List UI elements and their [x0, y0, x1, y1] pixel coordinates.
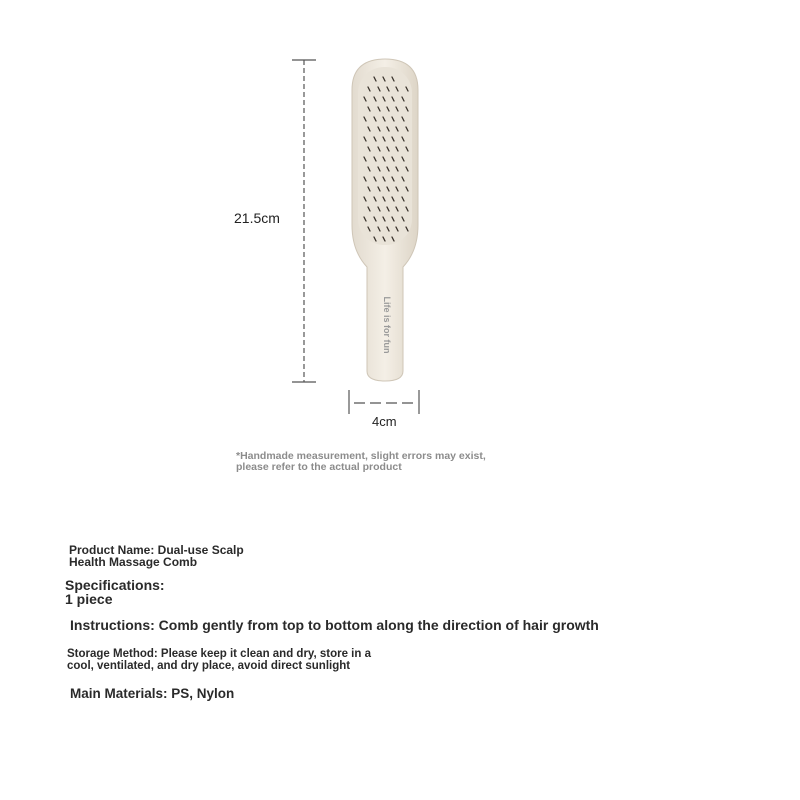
storage-method: Storage Method: Please keep it clean and dry, store in a cool, ventilated, and dry place, avoid direct sunlight: [67, 648, 371, 672]
product-name: Product Name: Dual-use Scalp Health Massage Comb: [69, 543, 244, 569]
height-label: 21.5cm: [234, 210, 280, 226]
brush-handle-text: Life is for fun: [382, 296, 392, 354]
width-label: 4cm: [372, 414, 397, 429]
instructions: Instructions: Comb gently from top to bottom along the direction of hair growth: [70, 617, 599, 633]
specifications: Specifications: 1 piece: [65, 577, 165, 607]
measurement-disclaimer: *Handmade measurement, slight errors may exist, please refer to the actual product: [236, 450, 486, 473]
main-materials: Main Materials: PS, Nylon: [70, 686, 235, 701]
